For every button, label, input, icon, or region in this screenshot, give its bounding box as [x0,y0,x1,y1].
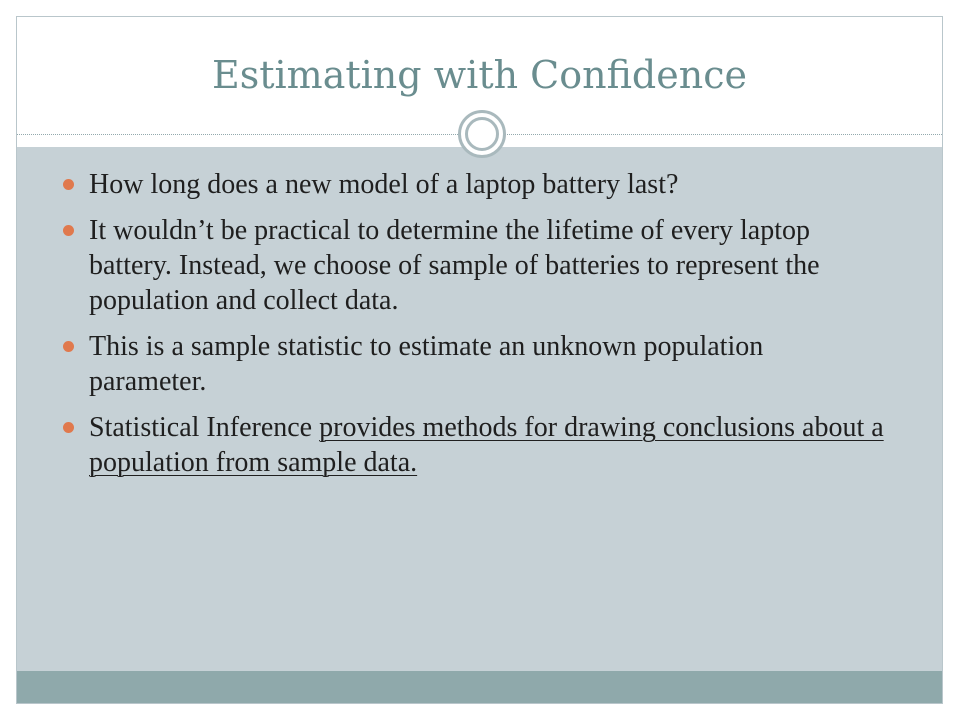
bullet-text: It wouldn’t be practical to determine the lifetime of every laptop battery. Instead, we choose of sample of batteries to represent the population and collect data. [89,215,820,316]
bullet-item [17,167,887,202]
bullet-item [17,410,887,480]
bullet-item [17,213,887,318]
bullet-text: Statistical Inference [89,412,320,443]
bullet-list [17,167,887,491]
bullet-dot-icon [63,341,74,352]
bullet-text: This is a sample statistic to estimate an unknown population parameter. [89,331,764,397]
footer-band [17,671,942,704]
slide [16,16,943,704]
circle-ornament-icon [458,110,506,158]
slide-title: Estimating with Confidence [212,53,747,97]
circle-ornament-inner [465,117,499,151]
bullet-text: How long does a new model of a laptop battery last? [89,169,679,200]
bullet-underlined-text: provides methods for drawing conclusions about a population from sample data. [89,412,884,478]
bullet-dot-icon [63,225,74,236]
bullet-dot-icon [63,422,74,433]
bullet-item [17,329,887,399]
bullet-dot-icon [63,179,74,190]
